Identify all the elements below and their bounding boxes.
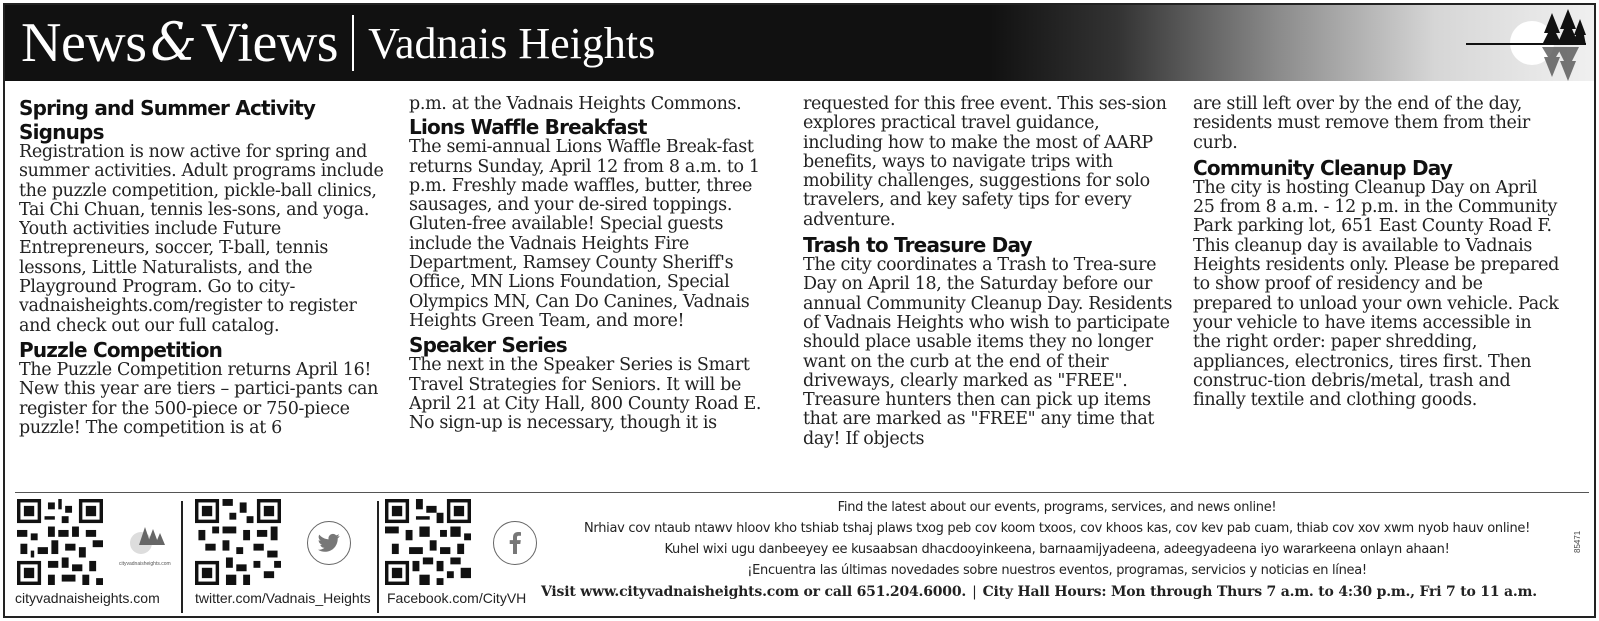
cleanup-body: The city is hosting Cleanup Day on April 25 from 8 a.m. - 12 p.m. in the Community Park parking lot, 651 East County Road F. This cleanup day is available to Vadnais Heights residents only. Please be prepared to show proof of residency and be prepared to unload your own vehicle. Pack your vehicle to have items accessible in the right order: paper shredding, appliances, electronics, tires first. Then construc-tion debris/metal, trash and finally textile and clothing goods. (1193, 177, 1560, 411)
footer-separator-2 (377, 501, 379, 613)
header-banner (5, 5, 1594, 81)
contact-separator: | (972, 584, 977, 600)
website-qr-code-icon[interactable] (17, 499, 103, 585)
city-logo-text: cityvadnaisheights.com (119, 561, 171, 567)
footer-separator-1 (181, 501, 183, 613)
column-1 (19, 95, 389, 485)
masthead-title (21, 11, 655, 75)
news-and-views-ad (3, 3, 1596, 618)
footer-multilingual-text (537, 497, 1577, 581)
waffle-heading: Lions Waffle Breakfast (409, 115, 647, 140)
twitter-bird-icon[interactable] (307, 521, 351, 565)
puzzle-body: The Puzzle Competition returns April 16! New this year are tiers – partici-pants can register for the 500-piece or 750-piece puzzle! The competition is at 6 (19, 359, 379, 438)
website-label[interactable]: cityvadnaisheights.com (15, 590, 160, 606)
city-logo-icon (117, 523, 173, 563)
puzzle-body-continued: p.m. at the Vadnais Heights Commons. (409, 95, 742, 114)
visit-text[interactable]: Visit www.cityvadnaisheights.com or call 651.204.6000. (541, 584, 967, 600)
footer-line-somali: Kuhel wixi ugu danbeeyey ee kusaabsan dhacdooyinkeena, barnaamijyadeena, adeegyadeena iyo wararkeena onlayn ahaan! (664, 542, 1450, 557)
facebook-qr-code-icon[interactable] (385, 499, 471, 585)
spring-heading-line1: Spring and Summer Activity (19, 96, 316, 120)
puzzle-heading: Puzzle Competition (19, 337, 223, 362)
speaker-body-continued: requested for this free event. This ses-sion explores practical travel guidance, including how to make the most of AARP benefits, ways to navigate trips with mobility challenges, suggestions for solo travelers, and key safety tips for every adventure. (803, 95, 1167, 230)
masthead-ampersand: & (150, 13, 197, 73)
speaker-heading: Speaker Series (409, 333, 567, 358)
footer-divider (15, 492, 1589, 493)
twitter-label[interactable]: twitter.com/Vadnais_Heights (195, 590, 371, 606)
twitter-qr-code-icon[interactable] (195, 499, 281, 585)
spring-heading-line2: Signups (19, 120, 104, 144)
column-4 (1193, 95, 1563, 485)
column-2 (409, 95, 779, 485)
footer-line-english: Find the latest about our events, programs, services, and news online! (837, 500, 1277, 515)
masthead-divider (352, 15, 354, 71)
column-3 (803, 95, 1173, 485)
pine-trees-sun-logo-icon (1466, 9, 1586, 81)
trash-heading: Trash to Treasure Day (803, 233, 1032, 258)
ad-code: 85471 (1573, 530, 1582, 553)
waffle-body: The semi-annual Lions Waffle Break-fast returns Sunday, April 12 from 8 a.m. to 1 p.m. Freshly made waffles, butter, three sausages, and your de-sired toppings. Gluten-free available! Special guests include the Vadnais Heights Fire Department, Ramsey County Sheriff's Office, MN Lions Foundation, Special Olympics MN, Can Do Canines, Vadnais Heights Green Team, and more! (409, 137, 760, 331)
article-columns (19, 95, 1581, 485)
masthead-city: Vadnais Heights (368, 18, 656, 68)
spring-body: Registration is now active for spring and summer activities. Adult programs include the puzzle competition, pickle-ball clinics, Tai Chi Chuan, tennis les-sons, and yoga. Youth activities include Future Entrepreneurs, soccer, T-ball, tennis lessons, Little Naturalists, and the Playground Program. Go to city-vadnaisheights.com/register to register and check out our full catalog. (19, 142, 384, 336)
masthead-views: Views (200, 12, 339, 74)
footer-line-hmong: Nrhiav cov ntaub ntawv hloov kho tshiab tshaj plaws txog peb cov koom txoos, cov khoos kas, cov kev pab cuam, thiab cov xov xwm nyob hauv online! (583, 521, 1531, 536)
footer-contact-line (541, 584, 1537, 600)
facebook-label[interactable]: Facebook.com/CityVH (387, 590, 527, 606)
facebook-f-icon[interactable] (493, 521, 537, 565)
masthead-news: News (21, 12, 147, 74)
city-hall-hours: City Hall Hours: Mon through Thurs 7 a.m. to 4:30 p.m., Fri 7 to 11 a.m. (982, 584, 1537, 600)
trash-body-continued: are still left over by the end of the day, residents must remove them from their curb. (1193, 95, 1530, 153)
cleanup-heading: Community Cleanup Day (1193, 155, 1453, 180)
footer-line-spanish: ¡Encuentra las últimas novedades sobre nuestros eventos, programas, servicios y noticias en línea! (747, 563, 1367, 578)
trash-body: The city coordinates a Trash to Trea-sure Day on April 18, the Saturday before our annual Community Cleanup Day. Residents of Vadnais Heights who wish to participate should place usable items they no longer want on the curb at the end of their driveways, clearly marked as "FREE". Treasure hunters then can pick up items that are marked as "FREE" any time that day! If objects (803, 255, 1173, 449)
speaker-body: The next in the Speaker Series is Smart Travel Strategies for Seniors. It will be April 21 at City Hall, 800 County Road E. No sign-up is necessary, though it is (409, 355, 762, 434)
